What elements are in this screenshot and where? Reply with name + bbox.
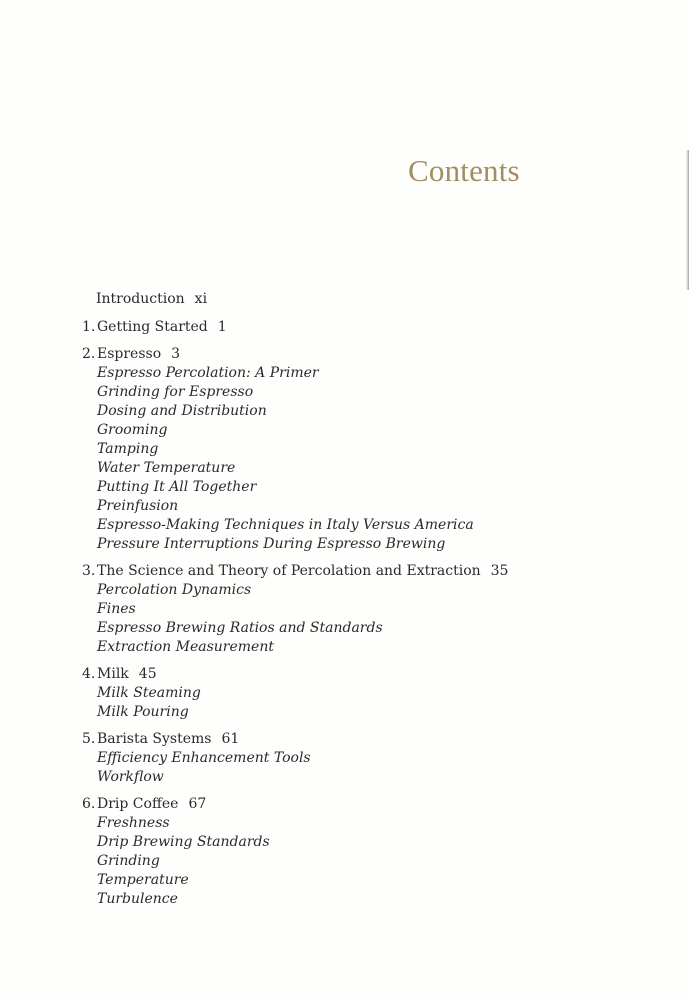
chapter-page-number: 61 bbox=[221, 731, 240, 747]
chapter-heading bbox=[82, 665, 642, 684]
section-entry: Freshness bbox=[97, 815, 170, 831]
toc-chapter bbox=[82, 665, 642, 722]
section-entry: Tamping bbox=[97, 441, 159, 457]
chapter-page-number: 3 bbox=[171, 346, 181, 362]
introduction-page-number: xi bbox=[194, 291, 208, 307]
section-entry: Turbulence bbox=[97, 891, 178, 907]
toc-chapter bbox=[82, 318, 642, 337]
section-entry: Efficiency Enhancement Tools bbox=[97, 750, 311, 766]
section-entry: Fines bbox=[97, 601, 136, 617]
section-entry: Pressure Interruptions During Espresso Brewing bbox=[97, 536, 446, 552]
page-title: Contents bbox=[408, 153, 520, 188]
toc-chapter bbox=[82, 795, 642, 909]
section-list bbox=[97, 814, 642, 909]
toc-chapter bbox=[82, 562, 642, 657]
section-list bbox=[97, 581, 642, 657]
chapter-heading bbox=[82, 345, 642, 364]
section-entry: Grinding bbox=[97, 853, 160, 869]
section-list bbox=[97, 684, 642, 722]
section-list bbox=[97, 749, 642, 787]
section-entry: Water Temperature bbox=[97, 460, 236, 476]
chapter-number: 4. bbox=[82, 666, 96, 682]
chapter-heading bbox=[82, 730, 642, 749]
section-entry: Espresso Brewing Ratios and Standards bbox=[97, 620, 383, 636]
chapter-number: 1. bbox=[82, 319, 96, 335]
section-entry: Espresso Percolation: A Primer bbox=[97, 365, 319, 381]
chapter-heading bbox=[82, 318, 642, 337]
chapter-page-number: 35 bbox=[490, 563, 509, 579]
section-entry: Putting It All Together bbox=[97, 479, 257, 495]
chapter-title: Barista Systems bbox=[97, 731, 212, 747]
section-entry: Milk Pouring bbox=[97, 704, 189, 720]
chapter-title: Espresso bbox=[97, 346, 162, 362]
chapter-page-number: 45 bbox=[138, 666, 157, 682]
section-entry: Extraction Measurement bbox=[97, 639, 274, 655]
section-entry: Dosing and Distribution bbox=[97, 403, 267, 419]
chapter-title: Milk bbox=[97, 666, 129, 682]
chapter-title: Getting Started bbox=[97, 319, 208, 335]
chapter-number: 3. bbox=[82, 563, 96, 579]
chapter-number: 5. bbox=[82, 731, 96, 747]
section-entry: Grooming bbox=[97, 422, 168, 438]
section-entry: Preinfusion bbox=[97, 498, 179, 514]
chapter-heading bbox=[82, 562, 642, 581]
chapter-title: Drip Coffee bbox=[97, 796, 179, 812]
section-entry: Espresso-Making Techniques in Italy Versus America bbox=[97, 517, 474, 533]
chapter-number: 2. bbox=[82, 346, 96, 362]
section-entry: Milk Steaming bbox=[97, 685, 201, 701]
toc-introduction bbox=[96, 290, 642, 309]
chapter-page-number: 1 bbox=[217, 319, 227, 335]
section-entry: Grinding for Espresso bbox=[97, 384, 254, 400]
section-entry: Workflow bbox=[97, 769, 164, 785]
chapter-page-number: 67 bbox=[188, 796, 207, 812]
section-list bbox=[97, 364, 642, 554]
introduction-label: Introduction bbox=[96, 291, 185, 307]
chapter-list bbox=[82, 318, 642, 909]
section-entry: Temperature bbox=[97, 872, 189, 888]
toc-chapter bbox=[82, 345, 642, 554]
chapter-title: The Science and Theory of Percolation and Extraction bbox=[97, 563, 481, 579]
section-entry: Drip Brewing Standards bbox=[97, 834, 270, 850]
toc-chapter bbox=[82, 730, 642, 787]
section-entry: Percolation Dynamics bbox=[97, 582, 252, 598]
chapter-heading bbox=[82, 795, 642, 814]
chapter-number: 6. bbox=[82, 796, 96, 812]
table-of-contents bbox=[82, 290, 642, 917]
